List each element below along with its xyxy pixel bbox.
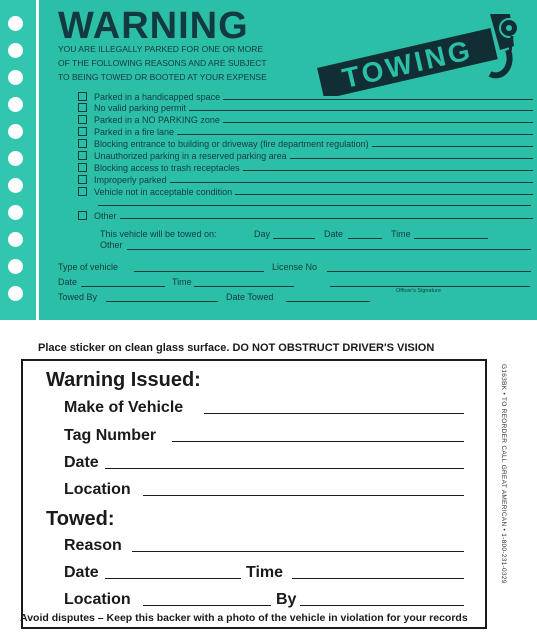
placement-note: Place sticker on clean glass surface. DO NOT OBSTRUCT DRIVER'S VISION — [38, 342, 435, 354]
towed-by-label: Towed By — [58, 292, 98, 302]
checkbox[interactable] — [78, 127, 87, 136]
tag-number-field[interactable] — [172, 441, 464, 442]
reason-label: Parked in a handicapped space — [94, 92, 221, 102]
officer-signature-caption: Officer's Signature — [396, 288, 441, 294]
punch-hole — [8, 205, 23, 220]
tag-number-label: Tag Number — [64, 427, 157, 444]
towing-truck-logo — [314, 6, 534, 96]
date-field[interactable] — [105, 468, 464, 469]
warning-issued-heading: Warning Issued: — [46, 369, 201, 391]
reason-vehicle-condition[interactable] — [78, 186, 533, 197]
intro-line-2: OF THE FOLLOWING REASONS AND ARE SUBJECT — [58, 58, 267, 68]
sticker-backer — [0, 322, 537, 638]
time2-label: Time — [172, 277, 192, 287]
towed-location-field[interactable] — [143, 605, 271, 606]
reason-label: Blocking entrance to building or driveway (fire department regulation) — [94, 139, 369, 149]
other-towed-field[interactable] — [127, 249, 531, 250]
warning-title: WARNING — [58, 5, 249, 47]
checkbox[interactable] — [78, 151, 87, 160]
date2-field[interactable] — [81, 286, 165, 287]
towed-time-field[interactable] — [292, 578, 464, 579]
make-of-vehicle-label: Make of Vehicle — [64, 399, 184, 416]
fill-line — [223, 99, 533, 100]
checkbox[interactable] — [78, 139, 87, 148]
reason-field[interactable] — [132, 551, 464, 552]
towed-by-field[interactable] — [106, 301, 218, 302]
time2-field[interactable] — [194, 286, 294, 287]
fill-line — [223, 122, 533, 123]
reason-label: Reason — [64, 537, 122, 554]
checkbox[interactable] — [78, 115, 87, 124]
checkbox[interactable] — [78, 92, 87, 101]
reason-label: Unauthorized parking in a reserved parking area — [94, 151, 287, 161]
checkbox[interactable] — [78, 187, 87, 196]
towed-location-label: Location — [64, 591, 131, 608]
punch-hole — [8, 16, 23, 31]
punch-hole — [8, 286, 23, 301]
disputes-note: Avoid disputes – Keep this backer with a photo of the vehicle in violation for your records — [20, 612, 468, 624]
checkbox[interactable] — [78, 175, 87, 184]
perforated-strip — [0, 0, 39, 320]
type-of-vehicle-label: Type of vehicle — [58, 262, 119, 272]
date-label: Date — [64, 454, 99, 471]
date-label: Date — [324, 229, 344, 239]
fill-line — [372, 146, 533, 147]
reason-label: Parked in a NO PARKING zone — [94, 115, 220, 125]
intro-line-3: TO BEING TOWED OR BOOTED AT YOUR EXPENSE — [58, 72, 267, 82]
fill-line — [290, 158, 533, 159]
fill-line — [177, 134, 533, 135]
checkbox[interactable] — [78, 103, 87, 112]
towed-by-label: By — [276, 591, 297, 608]
location-field[interactable] — [143, 495, 464, 496]
reason-label: No valid parking permit — [94, 103, 187, 113]
fill-line — [189, 110, 533, 111]
time-field[interactable] — [414, 238, 488, 239]
other-towed-label: Other — [100, 240, 123, 250]
reason-reserved-area[interactable] — [78, 150, 533, 161]
reason-no-permit[interactable] — [78, 102, 533, 113]
fill-line — [235, 194, 533, 195]
license-label: License No — [272, 262, 318, 272]
license-field[interactable] — [327, 271, 531, 272]
date2-label: Date — [58, 277, 78, 287]
punch-hole — [8, 97, 23, 112]
fill-line — [243, 170, 533, 171]
reason-handicapped[interactable] — [78, 91, 533, 102]
type-of-vehicle-field[interactable] — [134, 271, 264, 272]
reason-label: Vehicle not in acceptable condition — [94, 187, 233, 197]
towed-on-label: This vehicle will be towed on: — [100, 229, 217, 239]
time-label: Time — [391, 229, 411, 239]
reason-trash-receptacles[interactable] — [78, 162, 533, 173]
fill-line — [120, 218, 533, 219]
towed-heading: Towed: — [46, 508, 115, 530]
punch-hole — [8, 70, 23, 85]
make-of-vehicle-field[interactable] — [204, 413, 464, 414]
officer-signature-field[interactable] — [330, 286, 530, 287]
punch-hole — [8, 43, 23, 58]
reason-label: Improperly parked — [94, 175, 167, 185]
towed-date-field[interactable] — [105, 578, 241, 579]
fill-line — [170, 182, 533, 183]
date-towed-label: Date Towed — [226, 292, 274, 302]
reason-label: Blocking access to trash receptacles — [94, 163, 240, 173]
day-field[interactable] — [273, 238, 315, 239]
reason-improperly-parked[interactable] — [78, 174, 533, 185]
towed-time-label: Time — [246, 564, 284, 581]
reason-other[interactable] — [78, 210, 533, 221]
punch-hole — [8, 259, 23, 274]
intro-line-1: YOU ARE ILLEGALLY PARKED FOR ONE OR MORE — [58, 44, 264, 54]
towing-logo-text: TOWING — [339, 34, 476, 95]
reason-fire-lane[interactable] — [78, 126, 533, 137]
towed-date-label: Date — [64, 564, 99, 581]
punch-hole — [8, 124, 23, 139]
punch-hole — [8, 232, 23, 247]
blank-line — [98, 205, 531, 206]
punch-hole — [8, 151, 23, 166]
reason-blocking-entrance[interactable] — [78, 138, 533, 149]
reason-label: Parked in a fire lane — [94, 127, 175, 137]
punch-hole — [8, 178, 23, 193]
checkbox[interactable] — [78, 211, 87, 220]
towed-by-field[interactable] — [300, 605, 464, 606]
date-towed-field[interactable] — [286, 301, 370, 302]
reason-label: Other — [94, 211, 117, 221]
checkbox[interactable] — [78, 163, 87, 172]
date-field[interactable] — [348, 238, 382, 239]
reorder-side-text: G163BK • TO REORDER CALL GREAT AMERICAN • 1-800-231-0329 — [500, 364, 507, 584]
location-label: Location — [64, 481, 131, 498]
day-label: Day — [254, 229, 271, 239]
reason-no-parking-zone[interactable] — [78, 114, 533, 125]
